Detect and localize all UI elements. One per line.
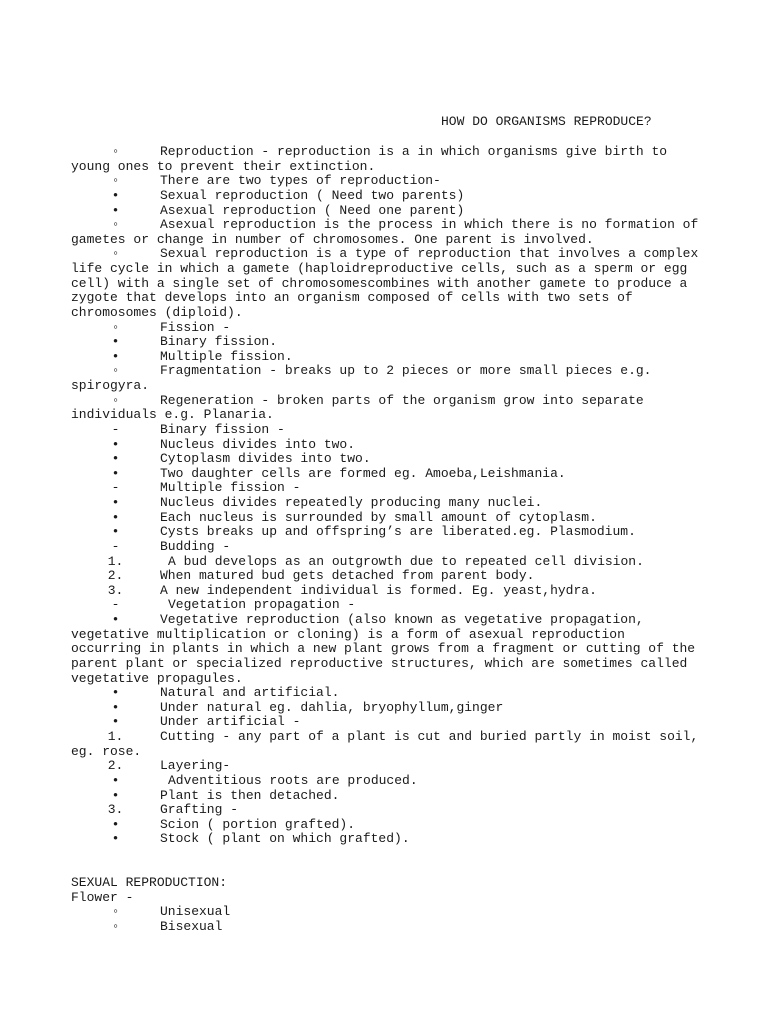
list-item-text: Regeneration - broken parts of the organism grow into separate individuals e.g. Planaria. [71, 392, 644, 423]
list-marker: • [111, 714, 120, 730]
list-marker: • [111, 334, 120, 350]
list-item [71, 481, 701, 496]
list-item-text: Fission - [160, 319, 231, 335]
list-item [71, 832, 701, 847]
list-item [71, 584, 701, 599]
list-item-text: Natural and artificial. [160, 685, 340, 701]
list-item-text: When matured bud gets detached from parent body. [160, 568, 535, 584]
list-item [71, 218, 701, 247]
list-item-text: Adventitious roots are produced. [168, 772, 418, 788]
list-item-text: Layering- [160, 758, 231, 774]
list-marker: ◦ [111, 363, 120, 379]
list-item-text: Reproduction - reproduction is a in which organisms give birth to young ones to prevent their extinction. [71, 144, 668, 174]
list-item [71, 569, 701, 584]
list-marker: 1. [107, 553, 124, 569]
list-marker: • [111, 816, 120, 832]
list-marker: • [111, 787, 120, 803]
list-item-text: Budding - [160, 538, 231, 554]
list-item [71, 555, 701, 570]
list-item-text: Each nucleus is surrounded by small amount of cytoplasm. [160, 509, 597, 525]
list-marker: • [111, 685, 120, 701]
list-item [71, 364, 701, 393]
list-marker: • [111, 465, 120, 481]
list-item-text: Multiple fission - [160, 480, 301, 496]
list-item [71, 730, 701, 759]
list-marker: 2. [107, 568, 124, 584]
list-item-text: Stock ( plant on which grafted). [160, 831, 410, 847]
list-item [71, 247, 701, 320]
list-marker: 1. [107, 729, 124, 744]
list-item-text: Vegetation propagation - [168, 597, 356, 613]
list-marker: ◦ [111, 319, 120, 335]
list-item [71, 686, 701, 701]
list-item [71, 613, 701, 686]
list-item-text: Sexual reproduction is a type of reproduction that involves a complex life cycle in which a gamete (haploidreproductive cells, such as a sperm or egg cell) with a single set of chromosomescombines with another gamete to produce a zygote that develops into an organism composed of cells with two sets of chromosomes (diploid). [71, 246, 699, 320]
list-item [71, 818, 701, 833]
list-marker: • [111, 699, 120, 715]
list-marker: • [111, 436, 120, 452]
list-item [71, 438, 701, 453]
list-marker: 2. [107, 758, 124, 774]
list-item-text: Nucleus divides repeatedly producing many nuclei. [160, 495, 543, 510]
list-item [71, 511, 701, 526]
list-marker: - [111, 597, 120, 613]
list-item-text: There are two types of reproduction- [160, 173, 441, 189]
list-item-text: A bud develops as an outgrowth due to repeated cell division. [168, 553, 644, 569]
list-item [71, 174, 701, 189]
list-item [71, 598, 701, 613]
list-item [71, 540, 701, 555]
list-marker: 3. [107, 802, 124, 818]
list-item [71, 759, 701, 774]
list-marker: • [111, 524, 120, 540]
list-marker: ◦ [111, 918, 120, 934]
asexual-reproduction-notes [71, 145, 701, 847]
list-item-text: Bisexual [160, 918, 223, 934]
list-item [71, 189, 701, 204]
list-marker: - [111, 538, 120, 554]
list-item-text: Binary fission - [160, 421, 285, 437]
list-item [71, 145, 701, 174]
list-marker: ◦ [111, 904, 120, 920]
list-item [71, 715, 701, 730]
list-item-text: Binary fission. [160, 334, 278, 350]
section-heading: SEXUAL REPRODUCTION: [71, 875, 228, 890]
list-item-text: Grafting - [160, 802, 239, 818]
list-item [71, 335, 701, 350]
list-marker: • [111, 495, 120, 510]
list-item [71, 525, 701, 540]
section-subheading: Flower - [71, 889, 134, 905]
list-marker: • [111, 509, 120, 525]
list-item [71, 803, 701, 818]
document-body [71, 145, 701, 935]
flower-types-list [71, 905, 701, 934]
list-item-text: Sexual reproduction ( Need two parents) [160, 187, 465, 203]
list-item-text: Cytoplasm divides into two. [160, 451, 371, 467]
list-item [71, 789, 701, 804]
list-item-text: Two daughter cells are formed eg. Amoeba,Leishmania. [160, 465, 566, 481]
list-item [71, 496, 701, 511]
list-item-text: Fragmentation - breaks up to 2 pieces or more small pieces e.g. spirogyra. [71, 363, 652, 393]
list-item [71, 774, 701, 789]
list-item-text: Asexual reproduction ( Need one parent) [160, 202, 465, 218]
list-item [71, 423, 701, 438]
list-item [71, 452, 701, 467]
list-marker: • [111, 202, 120, 218]
list-item-text: Under natural eg. dahlia, bryophyllum,ginger [160, 699, 504, 715]
list-marker: ◦ [111, 246, 120, 262]
list-marker: • [111, 187, 120, 203]
list-item [71, 204, 701, 219]
list-item [71, 701, 701, 716]
list-item-text: Multiple fission. [160, 348, 293, 364]
list-item [71, 321, 701, 336]
list-item [71, 920, 701, 935]
section-gap [71, 847, 701, 876]
list-marker: ◦ [111, 173, 120, 189]
document-title: HOW DO ORGANISMS REPRODUCE? [441, 114, 652, 129]
list-item-text: Nucleus divides into two. [160, 436, 356, 452]
list-marker: ◦ [111, 217, 120, 233]
list-marker: • [111, 831, 120, 847]
list-item-text: Vegetative reproduction (also known as vegetative propagation, vegetative multiplication or cloning) is a form of asexual reproduction occurring in plants in which a new plant grows from a fragment or cutting of the parent plant or specialized reproductive structures, which are sometimes called vegetative propagules. [71, 612, 696, 686]
list-item [71, 467, 701, 482]
list-item [71, 394, 701, 423]
list-item [71, 905, 701, 920]
list-marker: - [111, 480, 120, 496]
list-item-text: Under artificial - [160, 714, 301, 730]
list-marker: 3. [107, 582, 124, 598]
list-marker: ◦ [111, 392, 120, 408]
list-item [71, 350, 701, 365]
list-marker: • [111, 451, 120, 467]
list-item-text: Cutting - any part of a plant is cut and buried partly in moist soil, eg. rose. [71, 729, 699, 759]
list-item-text: Plant is then detached. [160, 787, 340, 803]
list-item-text: Asexual reproduction is the process in which there is no formation of gametes or change in number of chromosomes. One parent is involved. [71, 217, 699, 247]
list-marker: - [111, 421, 120, 437]
list-item-text: A new independent individual is formed. Eg. yeast,hydra. [160, 582, 597, 598]
list-item-text: Scion ( portion grafted). [160, 816, 356, 832]
list-marker: • [111, 772, 120, 788]
list-marker: • [111, 612, 120, 627]
list-item-text: Unisexual [160, 904, 231, 920]
list-item-text: Cysts breaks up and offspring’s are liberated.eg. Plasmodium. [160, 524, 636, 540]
list-marker: • [111, 348, 120, 364]
list-marker: ◦ [111, 144, 120, 159]
